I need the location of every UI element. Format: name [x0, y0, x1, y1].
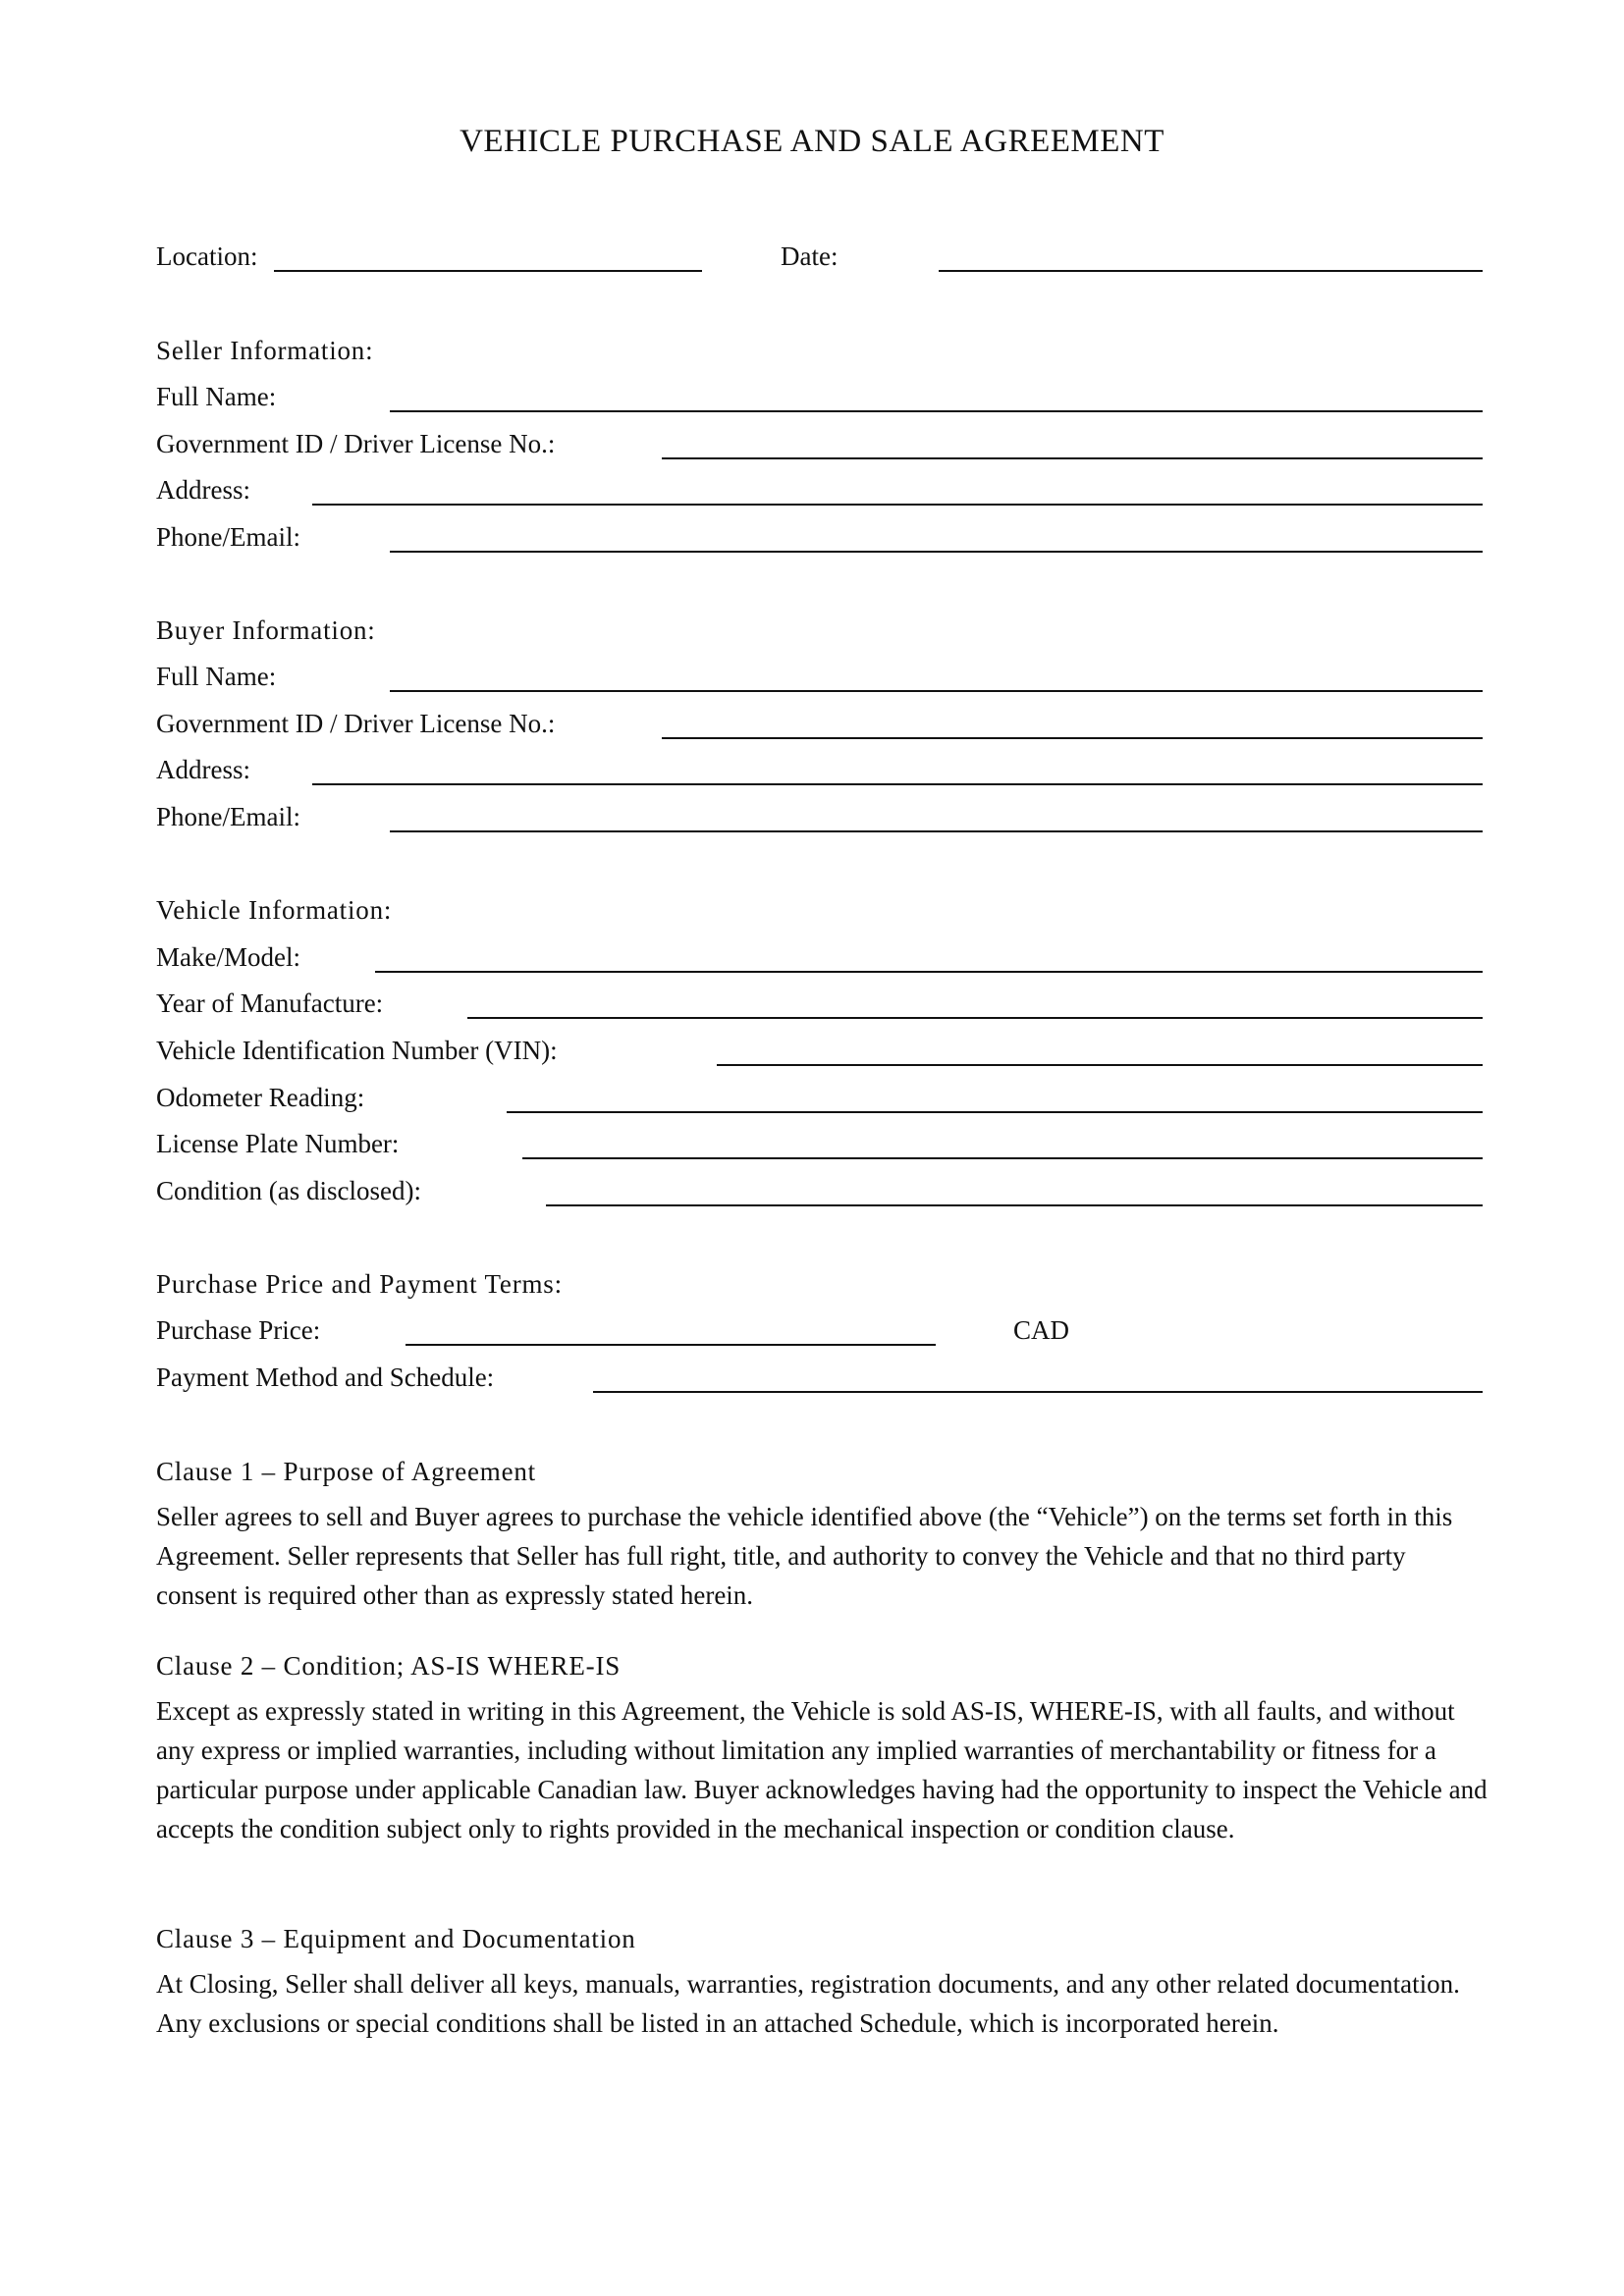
condition-field[interactable] — [546, 1204, 1483, 1206]
clause-1-text: Seller agrees to sell and Buyer agrees to purchase the vehicle identified above (the “Vehicle”) on the terms set forth in this Agreement. Seller represents that Seller has full right, title, and authority to convey the Vehicle and that no third party consent is required other than as expressly stated herein. — [156, 1502, 1453, 1610]
buyer-address-label: Address: — [156, 755, 250, 784]
buyer-gov-id-label: Government ID / Driver License No.: — [156, 709, 556, 738]
clause-2-heading: Clause 2 – Condition; AS-IS WHERE-IS — [156, 1651, 622, 1681]
purchase-price-row — [156, 1313, 1483, 1353]
location-field[interactable] — [274, 270, 702, 272]
date-label: Date: — [781, 241, 839, 271]
seller-phone-email-label: Phone/Email: — [156, 522, 300, 552]
buyer-full-name-row — [156, 660, 1483, 699]
buyer-gov-id-field[interactable] — [662, 737, 1483, 739]
vin-row — [156, 1034, 1483, 1073]
document-title: VEHICLE PURCHASE AND SALE AGREEMENT — [460, 124, 1164, 159]
buyer-gov-id-row — [156, 707, 1483, 746]
location-date-row — [156, 240, 1483, 279]
seller-gov-id-field[interactable] — [662, 457, 1483, 459]
seller-gov-id-row — [156, 427, 1483, 466]
plate-label: License Plate Number: — [156, 1129, 400, 1158]
payment-method-label: Payment Method and Schedule: — [156, 1362, 495, 1392]
buyer-full-name-label: Full Name: — [156, 662, 277, 691]
make-model-label: Make/Model: — [156, 942, 300, 972]
purchase-price-label: Purchase Price: — [156, 1315, 321, 1345]
buyer-address-field[interactable] — [312, 783, 1483, 785]
odometer-row — [156, 1081, 1483, 1120]
make-model-field[interactable] — [375, 971, 1483, 973]
year-label: Year of Manufacture: — [156, 988, 384, 1018]
buyer-address-row — [156, 753, 1483, 792]
vehicle-heading: Vehicle Information: — [156, 895, 393, 925]
payment-method-field[interactable] — [593, 1391, 1483, 1393]
payment-heading: Purchase Price and Payment Terms: — [156, 1269, 563, 1299]
seller-full-name-label: Full Name: — [156, 382, 277, 411]
clause-2-text: Except as expressly stated in writing in this Agreement, the Vehicle is sold AS-IS, WHERE-IS, with all faults, and without any express or implied warranties, including without limitation any implied warranties of merchantability or fitness for a particular purpose under applicable Canadian law. Buyer acknowledges having had the opportunity to inspect the Vehicle and accepts the condition subject only to rights provided in the mechanical inspection or condition clause. — [156, 1696, 1488, 1843]
currency-label: CAD — [1013, 1315, 1070, 1345]
odometer-label: Odometer Reading: — [156, 1083, 365, 1112]
clause-3-heading: Clause 3 – Equipment and Documentation — [156, 1924, 636, 1953]
plate-row — [156, 1127, 1483, 1166]
seller-address-field[interactable] — [312, 504, 1483, 506]
seller-phone-email-field[interactable] — [390, 551, 1483, 553]
seller-heading: Seller Information: — [156, 336, 374, 365]
seller-gov-id-label: Government ID / Driver License No.: — [156, 429, 556, 458]
condition-label: Condition (as disclosed): — [156, 1176, 421, 1205]
buyer-heading: Buyer Information: — [156, 615, 376, 645]
condition-row — [156, 1174, 1483, 1213]
year-row — [156, 987, 1483, 1026]
buyer-full-name-field[interactable] — [390, 690, 1483, 692]
buyer-phone-email-label: Phone/Email: — [156, 802, 300, 831]
buyer-phone-email-row — [156, 800, 1483, 839]
payment-method-row — [156, 1361, 1483, 1400]
make-model-row — [156, 940, 1483, 980]
seller-phone-email-row — [156, 520, 1483, 560]
location-label: Location: — [156, 241, 258, 271]
date-field[interactable] — [939, 270, 1483, 272]
clause-3-text: At Closing, Seller shall deliver all keys, manuals, warranties, registration documents, and any other related documentation. Any exclusions or special conditions shall be listed in an attached Schedule, which is incorporated herein. — [156, 1969, 1460, 2038]
plate-field[interactable] — [522, 1157, 1483, 1159]
purchase-price-field[interactable] — [406, 1344, 936, 1346]
seller-full-name-row — [156, 380, 1483, 419]
odometer-field[interactable] — [507, 1111, 1483, 1113]
clause-1-heading: Clause 1 – Purpose of Agreement — [156, 1457, 536, 1486]
buyer-phone-email-field[interactable] — [390, 830, 1483, 832]
year-field[interactable] — [467, 1017, 1483, 1019]
seller-address-label: Address: — [156, 475, 250, 505]
seller-address-row — [156, 473, 1483, 512]
vin-field[interactable] — [717, 1064, 1483, 1066]
seller-full-name-field[interactable] — [390, 410, 1483, 412]
vin-label: Vehicle Identification Number (VIN): — [156, 1036, 558, 1065]
